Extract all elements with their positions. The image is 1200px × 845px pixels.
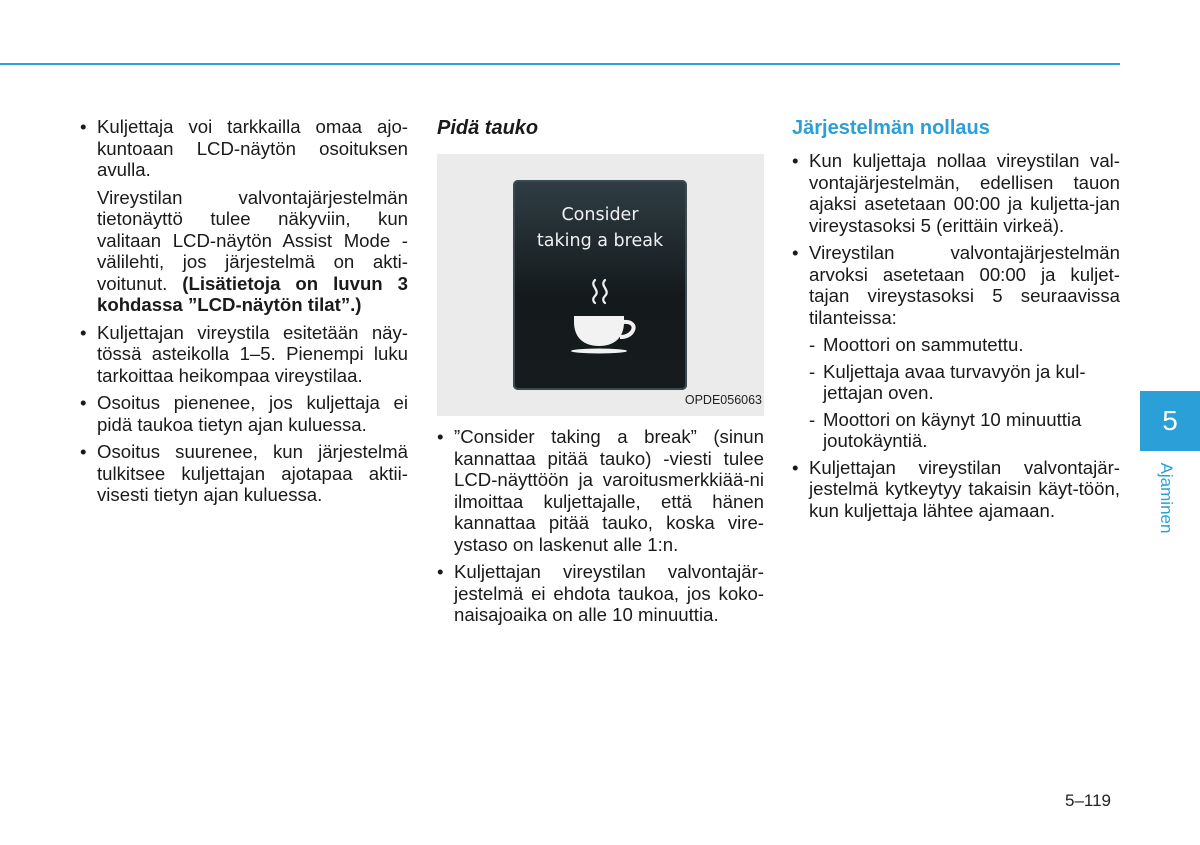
lcd-screen: [513, 180, 687, 390]
middle-column: [437, 116, 764, 632]
section-heading-reset: Järjestelmän nollaus: [792, 117, 990, 139]
chapter-label-text: Ajaminen: [1157, 462, 1176, 534]
chapter-label: [1156, 458, 1176, 538]
left-bullet-1: • Kuljettaja voi tarkkailla omaa ajo-kuntoaan LCD-näytön osoituksen avulla.: [80, 116, 408, 181]
chapter-number-tab: 5: [1140, 391, 1200, 451]
dash-mark: -: [809, 408, 816, 430]
left-bullet-2: • Kuljettajan vireystila esitetään näy-tössä asteikolla 1–5. Pienempi luku tarkoittaa heikompaa vireystilaa.: [80, 322, 408, 387]
left-paragraph-assist-mode: [80, 187, 408, 316]
middle-bullet-1: • ”Consider taking a break” (sinun kannattaa pitää tauko) -viesti tulee LCD-näyttöön ja varoitusmerkkiää-ni ilmoittaa kuljettajalle, että hänen kannattaa pitää tauko, koska vire-ystaso on laskenut alle 1:n.: [437, 426, 764, 555]
coffee-cup-icon: [568, 278, 638, 354]
dash-item-text: Moottori on käynyt 10 minuuttia joutokäyntiä.: [823, 408, 1082, 451]
page-number: 5–119: [1065, 791, 1112, 810]
right-dash-item-2: [792, 361, 1120, 404]
left-column: [80, 116, 408, 512]
dash-mark: -: [809, 360, 816, 382]
dash-mark: -: [809, 334, 816, 355]
right-bullet-1: • Kun kuljettaja nollaa vireystilan val-vontajärjestelmän, edellisen tauon ajaksi asetetaan 00:00 ja kuljetta-jan vireystasoksi 5 (erittäin virkeä).: [792, 150, 1120, 236]
dash-item-text: Moottori on sammutettu.: [823, 334, 1024, 355]
lcd-message: [513, 202, 687, 254]
left-paragraph-text: Vireystilan valvontajärjestelmän tietonäyttö tulee näkyviin, kun valitaan LCD-näytön Assist Mode -välilehti, jos järjestelmä on akti-voitunut.: [97, 186, 408, 294]
left-paragraph-reference: (Lisätietoja on luvun 3 kohdassa ”LCD-näytön tilat”.): [97, 272, 408, 315]
figure-code: OPDE056063: [684, 392, 762, 407]
right-dash-item-1: [792, 334, 1120, 356]
lcd-message-line-2: taking a break: [536, 231, 664, 251]
right-dash-item-3: [792, 409, 1120, 452]
right-column: [792, 116, 1120, 527]
lcd-message-line-1: Consider: [561, 205, 639, 225]
left-bullet-4: • Osoitus suurenee, kun järjestelmä tulkitsee kuljettajan ajotapaa aktii-visesti tietyn ajan kuluessa.: [80, 441, 408, 506]
dash-item-text: Kuljettaja avaa turvavyön ja kul-jettajan oven.: [823, 360, 1086, 403]
right-bullet-2: • Vireystilan valvontajärjestelmän arvoksi asetetaan 00:00 ja kuljet-tajan vireystasoksi 5 seuraavissa tilanteissa:: [792, 242, 1120, 328]
section-heading-take-break: Pidä tauko: [437, 117, 539, 139]
lcd-figure: [437, 154, 764, 416]
left-bullet-3: • Osoitus pienenee, jos kuljettaja ei pidä taukoa tietyn ajan kuluessa.: [80, 392, 408, 435]
middle-bullet-2: • Kuljettajan vireystilan valvontajär-jestelmä ei ehdota taukoa, jos koko-naisajoaika on alle 10 minuuttia.: [437, 561, 764, 626]
right-bullet-3: • Kuljettajan vireystilan valvontajär-jestelmä kytkeytyy takaisin käyt-töön, kun kuljettaja lähtee ajamaan.: [792, 457, 1120, 522]
header-rule: [0, 63, 1120, 65]
